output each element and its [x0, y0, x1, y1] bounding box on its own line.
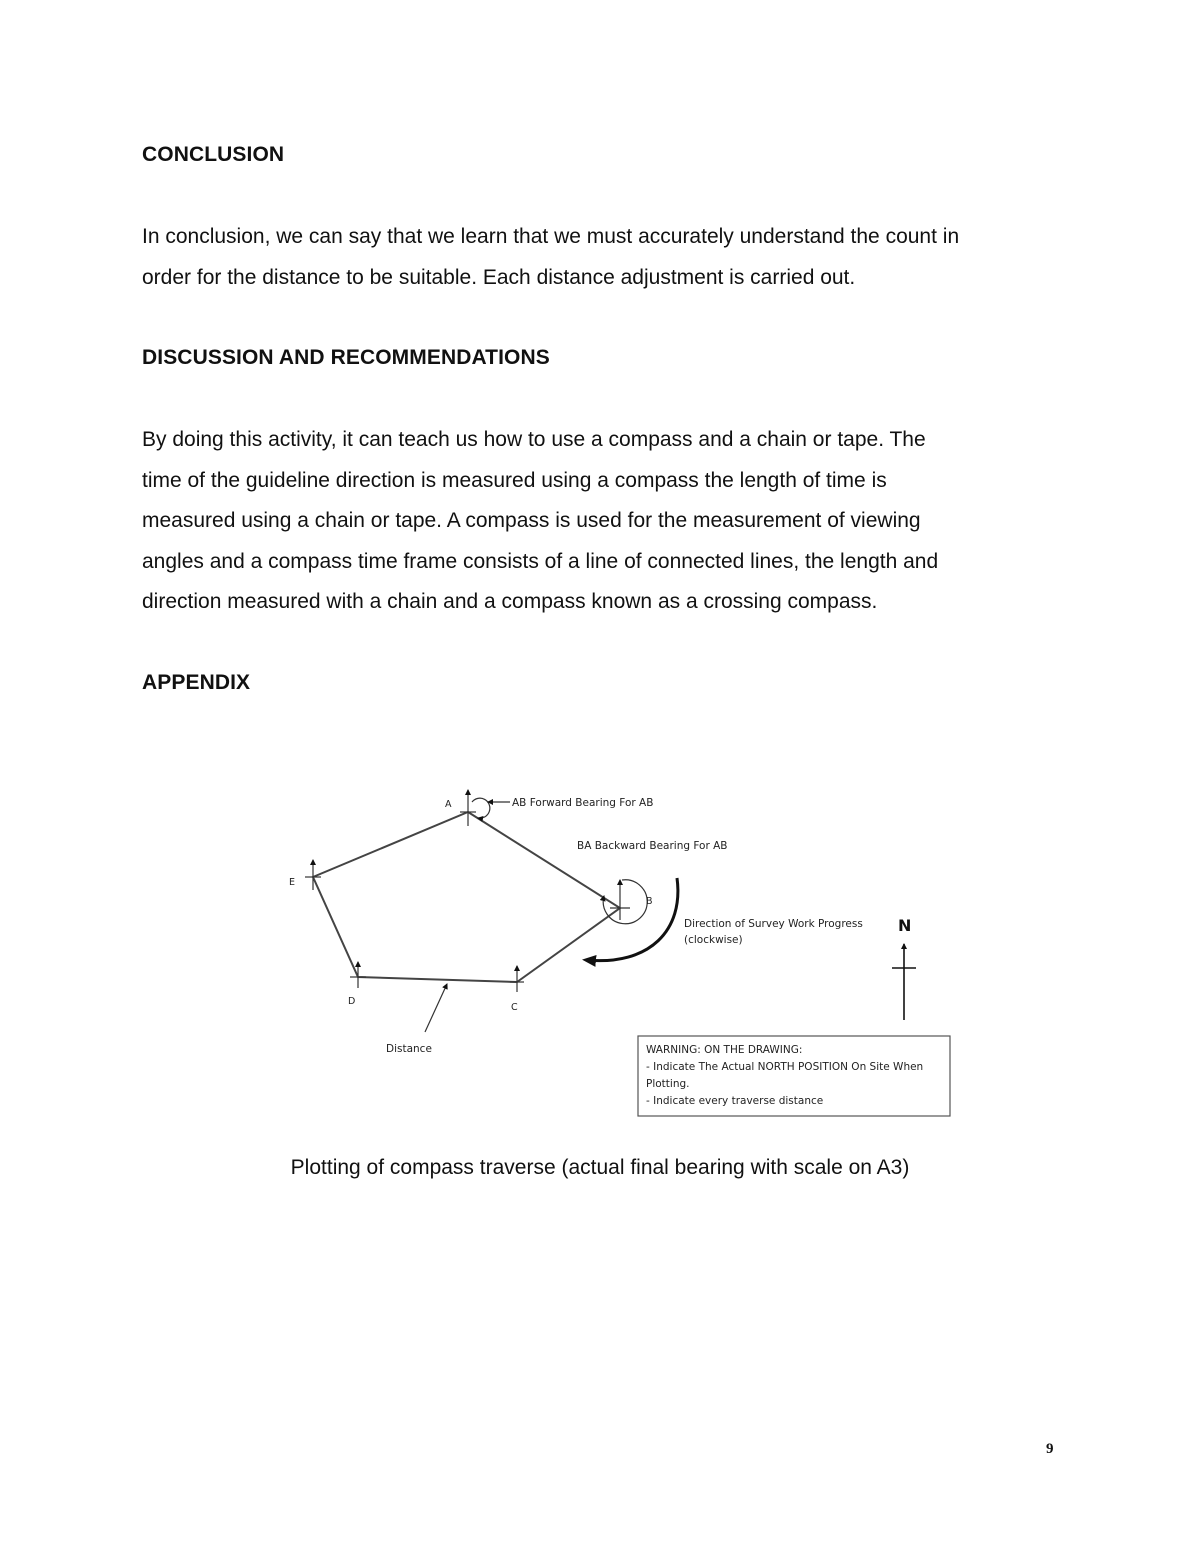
conclusion-line-2: order for the distance to be suitable. Each distance adjustment is carried out.	[142, 265, 856, 289]
discussion-line-4: angles and a compass time frame consists of a line of connected lines, the length and	[142, 549, 939, 573]
discussion-line-1: By doing this activity, it can teach us how to use a compass and a chain or tape. The	[142, 428, 926, 451]
station-e-label: E	[289, 877, 296, 888]
traverse-polygon	[313, 812, 620, 982]
figure-caption: Plotting of compass traverse (actual final bearing with scale on A3)	[290, 1156, 910, 1179]
conclusion-paragraph	[142, 217, 1072, 298]
north-label: N	[898, 916, 912, 935]
discussion-line-3: measured using a chain or tape. A compass is used for the measurement of viewing	[142, 509, 921, 532]
warning-line-1: - Indicate The Actual NORTH POSITION On Site When	[646, 1061, 924, 1073]
backward-bearing-label: BA Backward Bearing For AB	[577, 840, 728, 852]
compass-traverse-diagram	[270, 780, 970, 1130]
station-d-label: D	[348, 996, 356, 1007]
distance-label: Distance	[386, 1043, 432, 1055]
direction-label-line2: (clockwise)	[684, 934, 743, 946]
station-b-label: B	[646, 896, 653, 907]
direction-arrow	[586, 878, 678, 961]
distance-pointer	[425, 984, 447, 1032]
forward-bearing-label: AB Forward Bearing For AB	[512, 797, 654, 809]
appendix-heading: APPENDIX	[142, 671, 251, 694]
warning-line-3: - Indicate every traverse distance	[646, 1095, 824, 1107]
warning-title: WARNING: ON THE DRAWING:	[646, 1044, 803, 1056]
conclusion-heading: CONCLUSION	[142, 143, 285, 166]
station-a-tick	[460, 790, 476, 826]
discussion-line-5: direction measured with a chain and a compass known as a crossing compass.	[142, 590, 878, 613]
discussion-paragraph	[142, 420, 1072, 623]
direction-label-line1: Direction of Survey Work Progress	[684, 918, 863, 930]
discussion-line-2: time of the guideline direction is measured using a compass the length of time is	[142, 468, 887, 492]
discussion-heading: DISCUSSION AND RECOMMENDATIONS	[142, 346, 550, 369]
warning-line-2: Plotting.	[646, 1078, 690, 1090]
station-c-label: C	[511, 1002, 518, 1013]
station-a-label: A	[445, 799, 452, 810]
north-arrow-icon	[892, 944, 916, 1020]
conclusion-line-1: In conclusion, we can say that we learn that we must accurately understand the count in	[142, 225, 960, 248]
page-number: 9	[1046, 1441, 1054, 1457]
